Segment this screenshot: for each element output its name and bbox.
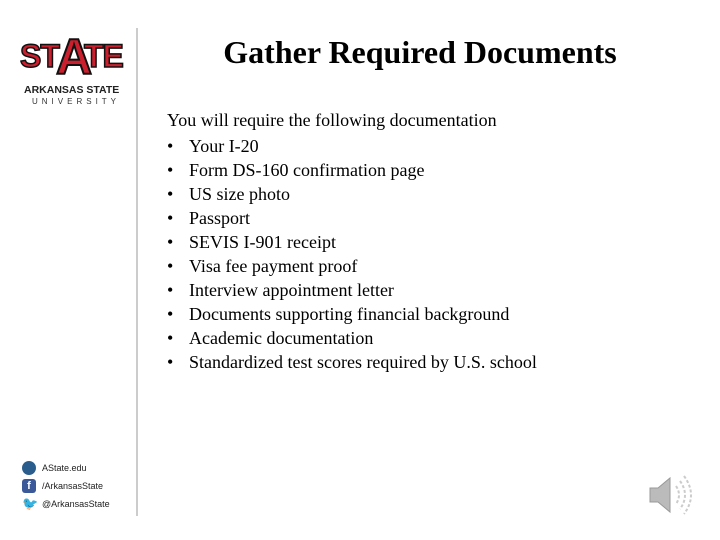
list-item — [167, 158, 537, 182]
slide-title: Gather Required Documents — [223, 34, 617, 70]
list-item — [167, 134, 537, 158]
list-item-text: Form DS-160 confirmation page — [189, 160, 425, 180]
list-item — [167, 206, 537, 230]
divider — [136, 28, 138, 516]
bullet: • — [167, 328, 174, 348]
bullet: • — [167, 352, 174, 372]
twitter-icon: 🐦 — [22, 496, 39, 511]
logo-text-a: A — [56, 29, 93, 85]
list-item — [167, 278, 537, 302]
list-item — [167, 230, 537, 254]
bullet: • — [167, 232, 174, 252]
arkansas-state-logo — [20, 28, 123, 108]
list-item-text: SEVIS I-901 receipt — [189, 232, 336, 252]
facebook-icon: f — [22, 479, 36, 493]
logo-text-left: ST — [20, 38, 59, 74]
globe-icon — [22, 461, 36, 475]
list-item-text: Interview appointment letter — [189, 280, 394, 300]
logo-university-sub: UNIVERSITY — [32, 97, 121, 106]
footer-twitter-text: @ArkansasState — [42, 499, 110, 509]
list-item — [167, 254, 537, 278]
bullet: • — [167, 208, 174, 228]
intro-text: You will require the following documentation — [167, 110, 497, 130]
list-item-text: Documents supporting financial background — [189, 304, 510, 324]
list-item — [167, 350, 537, 374]
list-item — [167, 302, 537, 326]
list-item-text: US size photo — [189, 184, 290, 204]
list-item-text: Visa fee payment proof — [189, 256, 358, 276]
bullet: • — [167, 136, 174, 156]
footer-web[interactable] — [22, 461, 87, 475]
bullet: • — [167, 280, 174, 300]
bullet: • — [167, 304, 174, 324]
bullet: • — [167, 160, 174, 180]
footer-facebook[interactable] — [22, 479, 103, 493]
bullet: • — [167, 256, 174, 276]
footer-twitter[interactable] — [22, 497, 110, 511]
document-list — [167, 134, 537, 374]
list-item-text: Your I-20 — [189, 136, 259, 156]
list-item-text: Standardized test scores required by U.S. school — [189, 352, 537, 372]
bullet: • — [167, 184, 174, 204]
logo-university-name: ARKANSAS STATE — [24, 84, 120, 96]
list-item — [167, 182, 537, 206]
list-item-text: Academic documentation — [189, 328, 374, 348]
speaker-icon[interactable] — [646, 472, 694, 518]
footer-web-text: AState.edu — [42, 463, 87, 473]
footer-facebook-text: /ArkansasState — [42, 481, 104, 491]
list-item — [167, 326, 537, 350]
list-item-text: Passport — [189, 208, 251, 228]
logo-text-right: TE — [84, 38, 123, 74]
